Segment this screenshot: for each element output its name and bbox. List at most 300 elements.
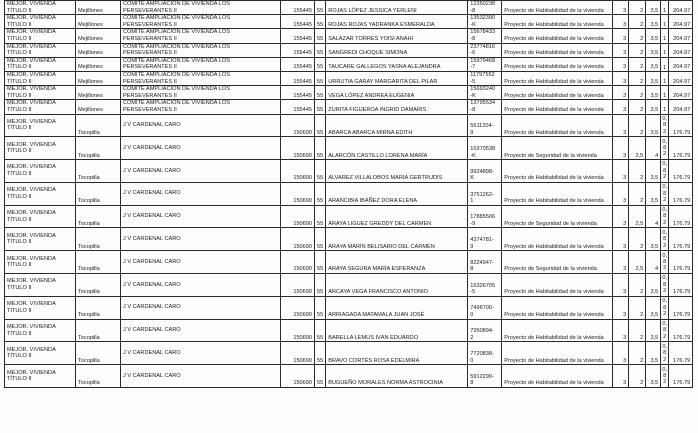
group-cell: COMITE AMPLIACION DE VIVIENDA LOS PERSEVERANTES II xyxy=(121,71,281,85)
amount-cell: 176.79 xyxy=(669,137,693,160)
value-b-cell: 2 xyxy=(629,160,646,183)
amount-cell: 176.79 xyxy=(669,274,693,297)
value-d-line: 8 xyxy=(663,350,667,357)
amount-cell: 176.79 xyxy=(669,342,693,365)
commune-cell: Mejillones xyxy=(76,43,121,57)
value-d-line: 1 xyxy=(663,107,667,114)
value-a-cell: 3 xyxy=(613,57,629,71)
program-cell: MEJOR. VIVIENDA TÍTULO II xyxy=(5,228,76,251)
value-d-line: 0, xyxy=(662,275,668,282)
value-b-cell: 2 xyxy=(629,342,646,365)
value-d-cell xyxy=(661,43,669,57)
value-d-line: 8 xyxy=(663,258,667,265)
rut-line: -K xyxy=(470,92,476,99)
group-cell: J V CARDENAL CARO xyxy=(121,274,281,297)
rut-cell xyxy=(468,137,502,160)
code-cell: 150690 xyxy=(281,137,315,160)
rut-line: 7720838- xyxy=(470,351,494,358)
value-c-cell: 3,5 xyxy=(646,43,661,57)
table-row xyxy=(5,182,693,205)
table-row xyxy=(5,365,693,388)
value-b-cell: 2 xyxy=(629,100,646,114)
commune-cell: Tocopilla xyxy=(76,205,121,228)
value-d-line: 1 xyxy=(663,78,667,85)
amount-cell: 176.79 xyxy=(669,182,693,205)
project-cell: Proyecto de Habitabilidad de la vivienda xyxy=(502,182,613,205)
table-row xyxy=(5,274,693,297)
commune-cell: Mejillones xyxy=(76,57,121,71)
code-cell: 150690 xyxy=(281,228,315,251)
value-c-cell: 4 xyxy=(646,205,661,228)
value-d-line: 1 xyxy=(663,7,667,14)
count-cell: 55 xyxy=(315,1,326,15)
table-row xyxy=(5,71,693,85)
rut-cell xyxy=(468,86,502,100)
value-d-line: 2 xyxy=(663,219,667,226)
rut-line: -7 xyxy=(470,64,476,71)
rut-line: -K xyxy=(470,21,476,28)
count-cell: 55 xyxy=(315,71,326,85)
value-c-cell: 3,5 xyxy=(646,319,661,342)
count-cell: 55 xyxy=(315,319,326,342)
name-cell: ARRIAGADA MATAMALA JUAN JOSÉ xyxy=(326,296,468,319)
rut-cell xyxy=(468,274,502,297)
value-a-cell: 3 xyxy=(613,274,629,297)
rut-line: 17885506 xyxy=(470,214,496,221)
name-cell: ROJAS LÓPEZ JESSICA YERLENI xyxy=(326,1,468,15)
table-row xyxy=(5,137,693,160)
value-a-cell: 3 xyxy=(613,114,629,137)
value-c-cell: 3,5 xyxy=(646,100,661,114)
rut-cell xyxy=(468,160,502,183)
value-d-cell xyxy=(661,86,669,100)
value-d-line: 8 xyxy=(663,213,667,220)
table-row xyxy=(5,43,693,57)
value-d-line: 2 xyxy=(663,379,667,386)
rut-line: -K xyxy=(470,152,476,159)
value-d-line: 1 xyxy=(663,50,667,57)
value-a-cell: 3 xyxy=(613,1,629,15)
amount-cell: 176.79 xyxy=(669,228,693,251)
count-cell: 55 xyxy=(315,228,326,251)
program-cell: MEJOR. VIVIENDA TÍTULO II xyxy=(5,251,76,274)
value-d-line: 0, xyxy=(662,161,668,168)
rut-line: 11797552 xyxy=(470,71,495,78)
project-cell: Proyecto de Habitabilidad de la vivienda xyxy=(502,228,613,251)
count-cell: 55 xyxy=(315,160,326,183)
value-a-cell: 3 xyxy=(613,29,629,43)
count-cell: 55 xyxy=(315,274,326,297)
rut-line: 1 xyxy=(470,198,474,205)
value-b-cell: 2,5 xyxy=(629,205,646,228)
project-cell: Proyecto de Habitabilidad de la vivienda xyxy=(502,274,613,297)
value-c-cell: 4 xyxy=(646,137,661,160)
table-row xyxy=(5,100,693,114)
rut-cell xyxy=(468,342,502,365)
rut-line: 16326705 xyxy=(470,282,496,289)
count-cell: 55 xyxy=(315,114,326,137)
program-cell: MEJOR. VIVIENDA TÍTULO II xyxy=(5,100,76,114)
rut-cell xyxy=(468,100,502,114)
group-cell: J V CARDENAL CARO xyxy=(121,319,281,342)
code-cell: 150690 xyxy=(281,205,315,228)
count-cell: 55 xyxy=(315,57,326,71)
code-cell: 155445 xyxy=(281,1,315,15)
count-cell: 55 xyxy=(315,137,326,160)
amount-cell: 204.97 xyxy=(669,100,693,114)
value-d-cell xyxy=(661,100,669,114)
rut-line: 2 xyxy=(470,334,474,341)
rut-line: -6 xyxy=(470,50,476,57)
program-cell: MEJOR. VIVIENDA TÍTULO II xyxy=(5,319,76,342)
value-d-line: 2 xyxy=(663,310,667,317)
commune-cell: Tocopilla xyxy=(76,274,121,297)
project-cell: Proyecto de Habitabilidad de la vivienda xyxy=(502,57,613,71)
value-d-cell xyxy=(661,71,669,85)
group-cell: COMITE AMPLIACION DE VIVIENDA LOS PERSEVERANTES II xyxy=(121,57,281,71)
value-d-cell xyxy=(661,1,669,15)
value-c-cell: 3,5 xyxy=(646,71,661,85)
count-cell: 55 xyxy=(315,86,326,100)
rut-line: 7496700- xyxy=(470,305,494,312)
rut-line: 7950894- xyxy=(470,328,494,335)
name-cell: SANGREDI CHOQUE SIMONA xyxy=(326,43,468,57)
code-cell: 150690 xyxy=(281,114,315,137)
amount-cell: 204.97 xyxy=(669,71,693,85)
value-d-line: 8 xyxy=(663,327,667,334)
group-cell: J V CARDENAL CARO xyxy=(121,296,281,319)
table-row xyxy=(5,15,693,29)
value-d-line: 8 xyxy=(663,281,667,288)
value-c-cell: 3,5 xyxy=(646,86,661,100)
rut-line: 15693240 xyxy=(470,86,496,93)
program-cell: MEJOR. VIVIENDA TÍTULO II xyxy=(5,274,76,297)
count-cell: 55 xyxy=(315,100,326,114)
rut-line: -5 xyxy=(470,289,476,296)
commune-cell: Tocopilla xyxy=(76,137,121,160)
amount-cell: 204.97 xyxy=(669,43,693,57)
rut-cell xyxy=(468,43,502,57)
name-cell: BUGUEÑO MORALES NORMA ASTROCINIA xyxy=(326,365,468,388)
value-d-line: 8 xyxy=(663,190,667,197)
program-cell: MEJOR. VIVIENDA TÍTULO II xyxy=(5,114,76,137)
project-cell: Proyecto de Habitabilidad de la vivienda xyxy=(502,114,613,137)
project-cell: Proyecto de Habitabilidad de la vivienda xyxy=(502,1,613,15)
rut-line: 23774816 xyxy=(470,43,496,50)
project-cell: Proyecto de Seguridad de la vivienda xyxy=(502,137,613,160)
project-cell: Proyecto de Habitabilidad de la vivienda xyxy=(502,365,613,388)
name-cell: BRAVO CORTÉS ROSA EDELMIRA xyxy=(326,342,468,365)
program-cell: MEJOR. VIVIENDA TÍTULO II xyxy=(5,29,76,43)
group-cell: J V CARDENAL CARO xyxy=(121,251,281,274)
rut-line: 12350238 xyxy=(470,1,496,7)
rut-line: 13795534 xyxy=(470,100,496,107)
value-d-cell xyxy=(661,319,669,342)
value-c-cell: 3,5 xyxy=(646,1,661,15)
rut-line: -8 xyxy=(470,35,476,42)
name-cell: ARCAYA VEGA FRANCISCO ANTONIO xyxy=(326,274,468,297)
name-cell: ÁLVAREZ VILLALOBOS MARÍA GERTRUDIS xyxy=(326,160,468,183)
count-cell: 55 xyxy=(315,15,326,29)
amount-cell: 176.79 xyxy=(669,205,693,228)
table-row xyxy=(5,1,693,15)
group-cell: COMITE AMPLIACION DE VIVIENDA LOS PERSEVERANTES II xyxy=(121,29,281,43)
table-row xyxy=(5,342,693,365)
value-d-cell xyxy=(661,342,669,365)
rut-cell xyxy=(468,319,502,342)
value-d-line: 2 xyxy=(663,151,667,158)
rut-line: 0 xyxy=(470,312,474,319)
value-d-line: 1 xyxy=(663,92,667,99)
rut-line: 5912290- xyxy=(470,373,494,380)
rut-cell xyxy=(468,228,502,251)
amount-cell: 204.97 xyxy=(669,29,693,43)
value-d-line: 0, xyxy=(662,138,668,145)
value-a-cell: 3 xyxy=(613,15,629,29)
name-cell: URRUTIA GARAY MARGARITA DEL PILAR xyxy=(326,71,468,85)
code-cell: 155445 xyxy=(281,57,315,71)
commune-cell: Mejillones xyxy=(76,1,121,15)
rut-cell xyxy=(468,182,502,205)
value-d-line: 0, xyxy=(662,320,668,327)
value-d-line: 2 xyxy=(663,196,667,203)
group-cell: J V CARDENAL CARO xyxy=(121,342,281,365)
value-b-cell: 2 xyxy=(629,319,646,342)
rut-line: 5611204- xyxy=(470,123,494,130)
group-cell: J V CARDENAL CARO xyxy=(121,182,281,205)
commune-cell: Tocopilla xyxy=(76,365,121,388)
commune-cell: Tocopilla xyxy=(76,114,121,137)
program-cell: MEJOR. VIVIENDA TÍTULO II xyxy=(5,57,76,71)
name-cell: VEGA LÓPEZ ANDREA EUGENIA xyxy=(326,86,468,100)
project-cell: Proyecto de Habitabilidad de la vivienda xyxy=(502,296,613,319)
value-d-cell xyxy=(661,29,669,43)
program-cell: MEJOR. VIVIENDA TÍTULO II xyxy=(5,205,76,228)
value-b-cell: 2 xyxy=(629,29,646,43)
value-d-line: 8 xyxy=(663,122,667,129)
count-cell: 55 xyxy=(315,182,326,205)
program-cell: MEJOR. VIVIENDA TÍTULO II xyxy=(5,86,76,100)
commune-cell: Tocopilla xyxy=(76,251,121,274)
program-cell: MEJOR. VIVIENDA TÍTULO II xyxy=(5,160,76,183)
project-cell: Proyecto de Habitabilidad de la vivienda xyxy=(502,71,613,85)
rut-cell xyxy=(468,365,502,388)
amount-cell: 176.79 xyxy=(669,296,693,319)
value-b-cell: 2 xyxy=(629,86,646,100)
rut-line: 15979468 xyxy=(470,57,496,64)
group-cell: COMITE AMPLIACION DE VIVIENDA LOS PERSEVERANTES II xyxy=(121,43,281,57)
count-cell: 55 xyxy=(315,251,326,274)
code-cell: 155445 xyxy=(281,100,315,114)
code-cell: 150690 xyxy=(281,365,315,388)
project-cell: Proyecto de Habitabilidad de la vivienda xyxy=(502,15,613,29)
group-cell: COMITE AMPLIACION DE VIVIENDA LOS PERSEVERANTES II xyxy=(121,100,281,114)
table-row xyxy=(5,205,693,228)
rut-cell xyxy=(468,1,502,15)
value-c-cell: 4 xyxy=(646,251,661,274)
value-c-cell: 3,5 xyxy=(646,228,661,251)
value-d-line: 0, xyxy=(662,184,668,191)
program-cell: MEJOR. VIVIENDA TÍTULO II xyxy=(5,365,76,388)
program-cell: MEJOR. VIVIENDA TÍTULO II xyxy=(5,342,76,365)
project-cell: Proyecto de Habitabilidad de la vivienda xyxy=(502,29,613,43)
rut-line: 10370538 xyxy=(470,145,496,152)
rut-line: 8 xyxy=(470,380,474,387)
value-d-line: 0, xyxy=(662,206,668,213)
commune-cell: Mejillones xyxy=(76,29,121,43)
group-cell: J V CARDENAL CARO xyxy=(121,365,281,388)
rut-cell xyxy=(468,71,502,85)
value-d-line: 8 xyxy=(663,304,667,311)
value-d-line: 0, xyxy=(662,115,668,122)
count-cell: 55 xyxy=(315,205,326,228)
commune-cell: Tocopilla xyxy=(76,182,121,205)
rut-line: 9 xyxy=(470,243,474,250)
name-cell: ABARCA ABARCA MIRNA EDITH xyxy=(326,114,468,137)
project-cell: Proyecto de Seguridad de la vivienda xyxy=(502,251,613,274)
name-cell: ARAYA LIGUEZ GREDDY DEL CARMEN xyxy=(326,205,468,228)
value-a-cell: 3 xyxy=(613,137,629,160)
value-b-cell: 2 xyxy=(629,365,646,388)
value-d-line: 1 xyxy=(663,21,667,28)
table-row xyxy=(5,86,693,100)
value-a-cell: 3 xyxy=(613,86,629,100)
value-d-cell xyxy=(661,114,669,137)
rut-line: 13532390 xyxy=(470,15,496,22)
code-cell: 150690 xyxy=(281,342,315,365)
value-a-cell: 3 xyxy=(613,365,629,388)
value-c-cell: 3,5 xyxy=(646,160,661,183)
code-cell: 150690 xyxy=(281,274,315,297)
value-d-line: 8 xyxy=(663,236,667,243)
value-b-cell: 2,5 xyxy=(629,251,646,274)
value-c-cell: 3,5 xyxy=(646,57,661,71)
group-cell: J V CARDENAL CARO xyxy=(121,228,281,251)
rut-line: 4374781- xyxy=(470,237,494,244)
value-d-line: 8 xyxy=(663,372,667,379)
value-b-cell: 2 xyxy=(629,71,646,85)
value-a-cell: 3 xyxy=(613,228,629,251)
table-row xyxy=(5,114,693,137)
name-cell: ARAYA MARÍN BELISARIO DEL CARMEN xyxy=(326,228,468,251)
value-b-cell: 2 xyxy=(629,114,646,137)
value-a-cell: 3 xyxy=(613,71,629,85)
code-cell: 150690 xyxy=(281,182,315,205)
value-b-cell: 2 xyxy=(629,274,646,297)
value-d-line: 2 xyxy=(663,174,667,181)
table-row xyxy=(5,228,693,251)
value-d-line: 1 xyxy=(663,64,667,71)
count-cell: 55 xyxy=(315,365,326,388)
value-c-cell: 3,5 xyxy=(646,365,661,388)
code-cell: 150690 xyxy=(281,251,315,274)
value-a-cell: 3 xyxy=(613,160,629,183)
group-cell: J V CARDENAL CARO xyxy=(121,114,281,137)
value-d-line: 0, xyxy=(662,298,668,305)
value-d-line: 0, xyxy=(662,343,668,350)
count-cell: 55 xyxy=(315,29,326,43)
commune-cell: Mejillones xyxy=(76,86,121,100)
value-d-cell xyxy=(661,228,669,251)
table-row xyxy=(5,57,693,71)
commune-cell: Tocopilla xyxy=(76,342,121,365)
code-cell: 155445 xyxy=(281,29,315,43)
commune-cell: Tocopilla xyxy=(76,319,121,342)
code-cell: 150690 xyxy=(281,296,315,319)
value-a-cell: 3 xyxy=(613,251,629,274)
commune-cell: Tocopilla xyxy=(76,296,121,319)
value-c-cell: 3,5 xyxy=(646,182,661,205)
value-b-cell: 2 xyxy=(629,228,646,251)
amount-cell: 176.79 xyxy=(669,114,693,137)
rut-cell xyxy=(468,114,502,137)
value-a-cell: 3 xyxy=(613,296,629,319)
name-cell: BARELLA LEMUS IVÁN EDUARDO xyxy=(326,319,468,342)
value-a-cell: 3 xyxy=(613,182,629,205)
project-cell: Proyecto de Habitabilidad de la vivienda xyxy=(502,319,613,342)
value-a-cell: 3 xyxy=(613,342,629,365)
amount-cell: 176.79 xyxy=(669,251,693,274)
value-b-cell: 2 xyxy=(629,15,646,29)
value-d-line: 1 xyxy=(663,36,667,43)
project-cell: Proyecto de Habitabilidad de la vivienda xyxy=(502,160,613,183)
rut-cell xyxy=(468,296,502,319)
value-c-cell: 3,5 xyxy=(646,274,661,297)
group-cell: J V CARDENAL CARO xyxy=(121,160,281,183)
rut-line: -8 xyxy=(470,106,476,113)
project-cell: Proyecto de Seguridad de la vivienda xyxy=(502,205,613,228)
value-d-line: 2 xyxy=(663,265,667,272)
value-d-cell xyxy=(661,160,669,183)
value-d-line: 0, xyxy=(662,366,668,373)
group-cell: J V CARDENAL CARO xyxy=(121,205,281,228)
rut-line: -8 xyxy=(470,7,476,14)
commune-cell: Mejillones xyxy=(76,15,121,29)
code-cell: 155445 xyxy=(281,71,315,85)
amount-cell: 176.79 xyxy=(669,160,693,183)
count-cell: 55 xyxy=(315,342,326,365)
code-cell: 155445 xyxy=(281,43,315,57)
value-d-cell xyxy=(661,182,669,205)
value-d-cell xyxy=(661,365,669,388)
value-d-cell xyxy=(661,274,669,297)
value-d-line: 2 xyxy=(663,128,667,135)
amount-cell: 204.97 xyxy=(669,57,693,71)
commune-cell: Mejillones xyxy=(76,100,121,114)
amount-cell: 204.97 xyxy=(669,1,693,15)
value-d-cell xyxy=(661,137,669,160)
program-cell: MEJOR. VIVIENDA TÍTULO II xyxy=(5,296,76,319)
value-b-cell: 2 xyxy=(629,43,646,57)
table-row xyxy=(5,160,693,183)
program-cell: MEJOR. VIVIENDA TÍTULO II xyxy=(5,15,76,29)
value-d-cell xyxy=(661,296,669,319)
value-c-cell: 3,5 xyxy=(646,15,661,29)
amount-cell: 176.79 xyxy=(669,365,693,388)
program-cell: MEJOR. VIVIENDA TÍTULO II xyxy=(5,71,76,85)
value-b-cell: 2 xyxy=(629,1,646,15)
table-row xyxy=(5,251,693,274)
value-a-cell: 3 xyxy=(613,205,629,228)
count-cell: 55 xyxy=(315,296,326,319)
value-a-cell: 3 xyxy=(613,100,629,114)
table-row xyxy=(5,29,693,43)
value-d-cell xyxy=(661,15,669,29)
value-d-cell xyxy=(661,57,669,71)
name-cell: TAUCARE GALLEGOS YASNA ALEJANDRA xyxy=(326,57,468,71)
value-c-cell: 3,5 xyxy=(646,114,661,137)
table-row xyxy=(5,319,693,342)
